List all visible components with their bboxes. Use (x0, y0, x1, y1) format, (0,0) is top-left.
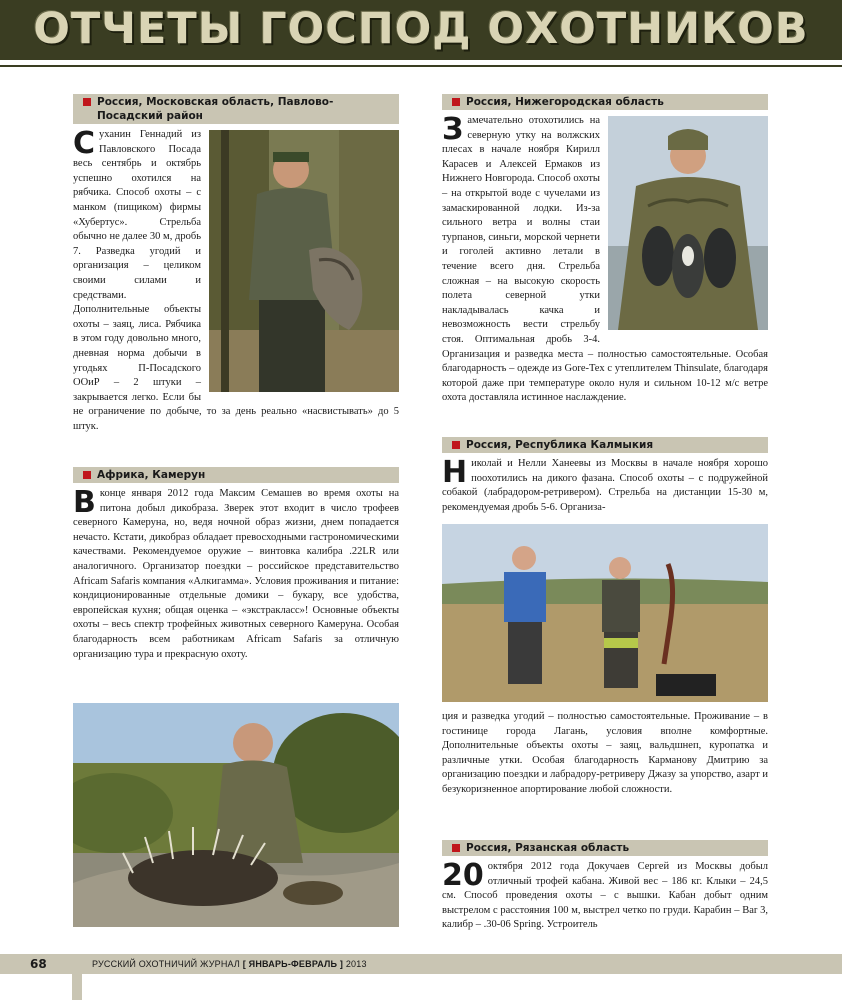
masthead-rule (0, 60, 842, 67)
section-heading: Россия, Московская область, Павлово-Посадский район (73, 94, 399, 124)
hunter-with-grouse-photo (209, 130, 399, 392)
article-cameroon (73, 467, 399, 662)
hunter-with-porcupine-photo (73, 703, 399, 927)
red-square-marker (83, 471, 91, 479)
red-square-marker (83, 98, 91, 106)
section-heading: Россия, Рязанская область (442, 840, 768, 856)
article-body: Вконце января 2012 года Максим Семашев во время охоты на питона добыл дикобраза. Зверек этот входит в число трофеев северного Камеруна, но, ведя ночной образ жизни, днем попадается нечасто. Кстати, дикобраз обладает превосходными гастрономическими качествами. Рекомендуемое оружие – винтовка калибра .22LR или аналогичного. Организатор поездки – российское представительство Africam Safaris компания «Алкигамма». Условия проживания и питание: кондиционированные отдельные домики – букару, все удобства, европейская кухня; общая оценка – «экстракласс»! Основные объекты охоты – весь спектр трофейных животных северного Камеруна. Особая благодарность всем работникам Africam Safaris за отличную организацию тура и прекрасную охоту. (73, 485, 399, 660)
red-square-marker (452, 441, 460, 449)
section-heading: Россия, Республика Калмыкия (442, 437, 768, 453)
masthead (0, 0, 842, 60)
article-kalmykia (442, 437, 768, 515)
article-body: Николай и Нелли Ханеевы из Москвы в начале ноября хорошо поохотились на дикого фазана. Способ охоты – с подружейной собакой (лабрадором-ретривером). Стрельба на дистанции 15-30 м, рекомендуемая дробь 5-6. Организа- (442, 455, 768, 513)
hunter-with-ducks-photo (608, 116, 768, 330)
article-moscow (73, 94, 399, 434)
footer-stub (72, 974, 82, 1000)
drop-cap: В (73, 485, 96, 520)
page-title: ОТЧЕТЫ ГОСПОД ОХОТНИКОВ (33, 4, 809, 54)
article-body: Замечательно отохотились на северную утку на волжских плесах в начале ноября Кирилл Карасев и Алексей Ермаков из Нижнего Новгорода. Способ охоты – на открытой воде с чучелами из замаскированной лодки. Из-за сильного ветра и волны стаи турпанов, синьги, морской чернети и гоголей активно летали в течение всего дня. Стрельба сложная – на высокую скорость полета северной утки накладывалась качка и невозможность вести стрельбу стоя. Оптимальная дробь 3-4. Организация и разведка места – полностью самостоятельные. Особая благодарность – одежде из Gore-Tex с утеплителем Thinsulate, благодаря которой даже при температуре около нуля и сильном 10-12 м/с ветре охота доставляла истинное наслаждение. (442, 112, 768, 404)
drop-cap: 20 (442, 858, 484, 893)
article-ryazan (442, 840, 768, 933)
drop-cap: З (442, 112, 464, 147)
hunters-with-pheasant-photo (442, 524, 768, 702)
drop-cap: Н (442, 455, 468, 490)
section-heading: Африка, Камерун (73, 467, 399, 483)
article-kalmykia-continued (442, 710, 768, 798)
drop-cap: С (73, 126, 96, 161)
article-body: 20 октября 2012 года Докучаев Сергей из Москвы добыл отличный трофей кабана. Живой вес – 186 кг. Клыки – 24,5 см. Способ проведения охоты – с вышки. Кабан добыт одним выстрелом с расстояния 100 м, выстрел четко по груди. Карабин – Bar 3, калибр – .30-06 Spring. Устроитель (442, 858, 768, 931)
section-heading: Россия, Нижегородская область (442, 94, 768, 110)
article-nizhny (442, 94, 768, 406)
red-square-marker (452, 844, 460, 852)
footer-magazine-info: РУССКИЙ ОХОТНИЧИЙ ЖУРНАЛ [ ЯНВАРЬ-ФЕВРАЛЬ ] 2013 (92, 959, 367, 969)
red-square-marker (452, 98, 460, 106)
article-body: Суханин Геннадий из Павловского Посада весь сентябрь и октябрь успешно охотился на рябчика. Способ охоты – с манком (пищиком) фирмы «Хубертус». Стрельба обычно не далее 30 м, дробь 7. Разведка угодий и организация – целиком своими силами и средствами. Дополнительные объекты охоты – заяц, лиса. Рябчика в этом году довольно много, дневная норма добычи в угодьях П-Посадского ООиР – 2 штуки – закрывается легко. Если бы не ограничение по добыче, то за день реально «насвистывать» до 5 штук. (73, 126, 399, 432)
article-body: ция и разведка угодий – полностью самостоятельные. Проживание – в гостинице города Лагань, условия вполне комфортные. Дополнительные объекты охоты – заяц, вальдшнеп, куропатка и различные утки. Особая благодарность Карманову Дмитрию за организацию поездки и лабрадору-ретриверу Джазу за упорство, азарт и безукоризненное апортирование любой сложности. (442, 711, 768, 795)
page-number: 68 (30, 957, 47, 971)
